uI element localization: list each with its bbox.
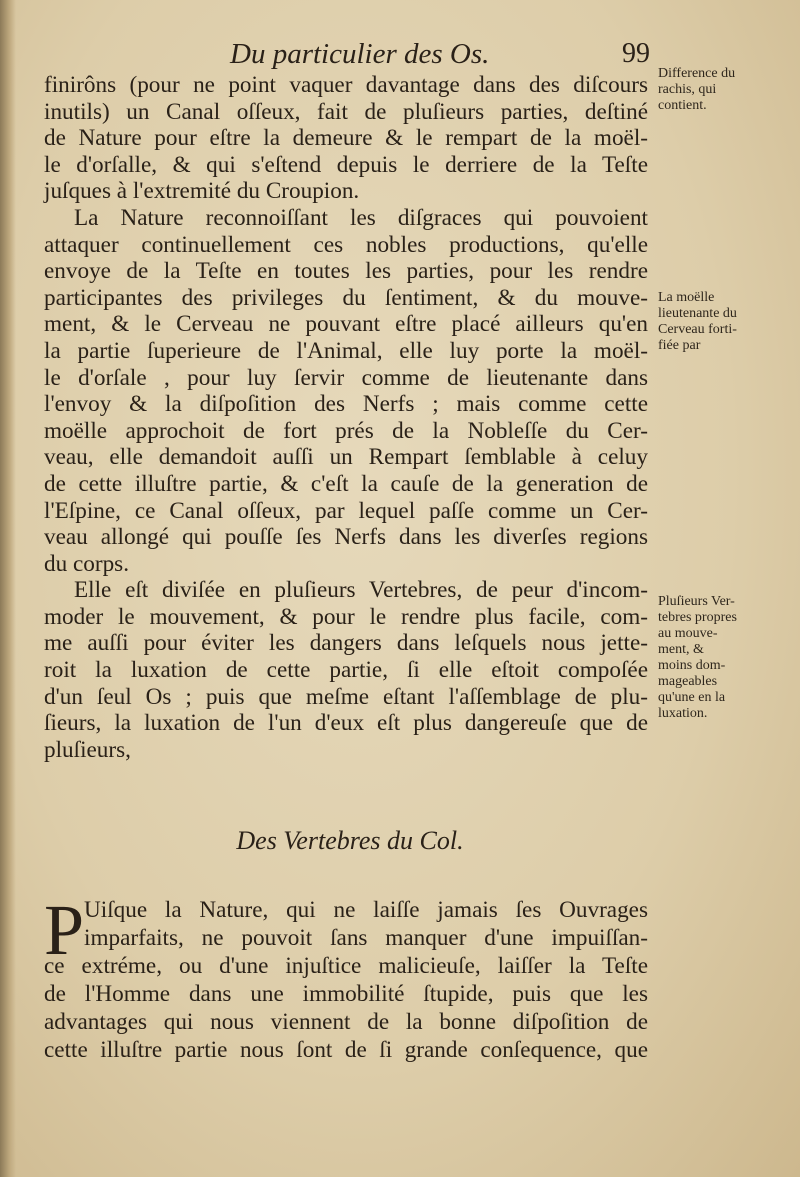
margin-note-line: lieutenante du <box>658 306 737 321</box>
text-line: cette illuſtre partie nous ſont de ſi grande conſequence, que <box>44 1037 648 1063</box>
margin-note-line: ment, & <box>658 642 704 657</box>
text-line: le d'orſalle, & qui s'eſtend depuis le derriere de la Teſte <box>44 151 648 178</box>
margin-note-line: fiée par <box>658 338 701 353</box>
margin-note-line: Difference du <box>658 66 736 81</box>
text-line: ſieurs, la luxation de l'un d'eux eſt plus dangereuſe que de <box>44 710 648 737</box>
text-line: ment, & le Cerveau ne pouvant eſtre placé ailleurs qu'en <box>44 311 648 338</box>
page-number: 99 <box>622 38 650 69</box>
text-line: advantages qui nous viennent de la bonne diſpoſition de <box>44 1009 648 1035</box>
text-line: le d'orſale , pour luy ſervir comme de lieutenante dans <box>44 364 648 391</box>
text-line: inutils) un Canal oſſeux, fait de pluſieurs parties, deſtiné <box>44 98 648 125</box>
margin-note-line: mageables <box>658 674 718 689</box>
text-line: attaquer continuellement ces nobles productions, qu'elle <box>44 231 648 258</box>
margin-note <box>658 66 794 114</box>
text-line: de Nature pour eſtre la demeure & le rempart de la moël- <box>44 125 648 152</box>
text-line: Uiſque la Nature, qui ne laiſſe jamais ſes Ouvrages <box>84 897 648 923</box>
text-line: participantes des privileges du ſentiment, & du mouve- <box>44 284 648 311</box>
text-line: du corps. <box>44 550 130 577</box>
text-line: l'Eſpine, ce Canal oſſeux, par lequel paſſe comme un Cer- <box>44 497 648 524</box>
margin-note-line: moins dom- <box>658 658 726 673</box>
running-title: Du particulier des Os. <box>230 38 490 70</box>
text-line: moëlle approchoit de fort prés de la Nobleſſe du Cer- <box>44 417 648 444</box>
main-text <box>44 72 648 763</box>
text-line: pluſieurs, <box>44 736 131 763</box>
margin-note-line: contient. <box>658 98 707 113</box>
text-line: de cette illuſtre partie, & c'eſt la cauſe de la generation de <box>44 470 648 497</box>
text-line: imparfaits, ne pouvoit ſans manquer d'une impuiſſan- <box>84 925 648 951</box>
margin-note-line: rachis, qui <box>658 82 717 97</box>
text-line: la partie ſuperieure de l'Animal, elle luy porte la moël- <box>44 337 648 364</box>
margin-note-line: Cerveau forti- <box>658 322 737 337</box>
margin-note-line: au mouve- <box>658 626 718 641</box>
margin-note <box>658 594 794 722</box>
margin-note-line: Pluſieurs Ver- <box>658 594 735 609</box>
text-line: Elle eſt diviſée en pluſieurs Vertebres, de peur d'incom- <box>74 577 648 604</box>
text-line: La Nature reconnoiſſant les diſgraces qui pouvoient <box>74 204 648 231</box>
text-line: ce extréme, ou d'une injuſtice malicieuſe, laiſſer la Teſte <box>44 953 648 979</box>
margin-note-line: La moëlle <box>658 290 715 305</box>
margin-note <box>658 290 794 354</box>
margin-note-line: qu'une en la <box>658 690 726 705</box>
text-line: finirôns (pour ne point vaquer davantage dans des diſcours <box>44 72 648 98</box>
page-gutter <box>0 0 16 1177</box>
section-text <box>44 890 648 1064</box>
page-header <box>230 38 650 74</box>
text-line: veau, elle demandoit auſſi un Rempart ſemblable à celuy <box>44 444 648 471</box>
text-line: juſques à l'extremité du Croupion. <box>44 178 360 205</box>
text-line: roit la luxation de cette partie, ſi elle eſtoit compoſée <box>44 657 648 684</box>
margin-note-line: luxation. <box>658 706 708 721</box>
text-line: d'un ſeul Os ; puis que meſme eſtant l'aſſemblage de plu- <box>44 683 648 710</box>
text-line: de l'Homme dans une immobilité ſtupide, puis que les <box>44 981 648 1007</box>
text-line: me auſſi pour éviter les dangers dans leſquels nous jette- <box>44 630 648 657</box>
text-line: veau allongé qui pouſſe ſes Nerfs dans les diverſes regions <box>44 524 648 551</box>
text-line: l'envoy & la diſpoſition des Nerfs ; mais comme cette <box>44 391 648 418</box>
text-line: envoye de la Teſte en toutes les parties, pour les rendre <box>44 258 648 285</box>
drop-cap: P <box>44 890 85 970</box>
margin-note-line: tebres propres <box>658 610 737 625</box>
text-line: moder le mouvement, & pour le rendre plus facile, com- <box>44 603 648 630</box>
section-title: Des Vertebres du Col. <box>236 826 464 855</box>
